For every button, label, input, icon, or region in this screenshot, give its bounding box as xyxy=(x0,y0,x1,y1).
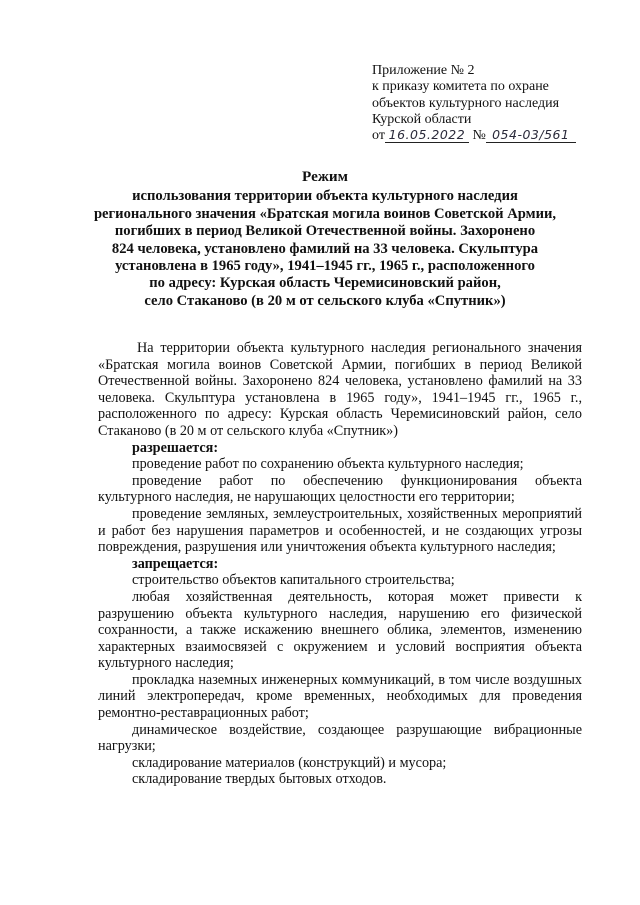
allowed-item: проведение работ по сохранению объекта культурного наследия; xyxy=(132,456,524,473)
forbidden-item: прокладка наземных инженерных коммуникаций, в том числе воздушных линий электропередач, кроме временных, необходимых для проведения ремонтно-реставрационных работ; xyxy=(98,671,582,722)
appendix-title: Приложение № 2 xyxy=(372,63,475,78)
title-heading: Режим xyxy=(302,168,348,185)
forbidden-item: динамическое воздействие, создающее разрушающие вибрационные нагрузки; xyxy=(98,721,582,755)
title-line: регионального значения «Братская могила воинов Советской Армии, xyxy=(93,205,557,222)
appendix-committee: объектов культурного наследия xyxy=(372,95,560,111)
number-prefix: № xyxy=(472,128,486,144)
forbidden-label: запрещается: xyxy=(132,555,219,572)
intro-paragraph: На территории объекта культурного наследия регионального значения «Братская могила воинов Советской Армии, погибших в период Великой Отечественной войны. Захоронено 824 человека, установлено фамилий на 33 человека. Скульптура установлена в 1965 году», 1941–1945 гг., 1965 г., расположенного по адресу: Курская область Черемисиновский район, село Стаканово (в 20 м от сельского клуба «Спутник») xyxy=(98,340,582,439)
title-line: использования территории объекта культурного наследия xyxy=(132,188,518,205)
title-line: установлена в 1965 году», 1941–1945 гг., 1965 г., расположенного xyxy=(115,258,535,275)
order-date-number xyxy=(372,128,622,144)
title-line: по адресу: Курская область Черемисиновский район, xyxy=(149,275,501,292)
appendix-order-ref: к приказу комитета по охране xyxy=(372,79,549,95)
handwritten-date: 16.05.2022 xyxy=(385,128,469,143)
document-title xyxy=(90,168,560,310)
forbidden-item: строительство объектов капитального строительства; xyxy=(132,572,455,589)
title-line: погибших в период Великой Отечественной войны. Захоронено xyxy=(114,223,536,240)
allowed-item: проведение работ по обеспечению функционирования объекта культурного наследия, не нарушающих целостности его территории; xyxy=(98,472,582,506)
handwritten-number: 054-03/561 xyxy=(486,128,576,143)
title-line: 824 человека, установлено фамилий на 33 человека. Скульптура xyxy=(111,240,539,257)
document-body xyxy=(98,340,582,788)
appendix-block xyxy=(372,63,622,144)
forbidden-item: складирование материалов (конструкций) и мусора; xyxy=(132,754,447,771)
allowed-item: проведение земляных, землеустроительных, хозяйственных мероприятий и работ без нарушения параметров и особенностей, и не создающих угрозы повреждения, разрушения или уничтожения объекта культурного наследия; xyxy=(98,505,582,556)
appendix-region: Курской области xyxy=(372,111,472,127)
title-line: село Стаканово (в 20 м от сельского клуба «Спутник») xyxy=(144,292,506,309)
allowed-label: разрешается: xyxy=(132,439,219,456)
forbidden-item: любая хозяйственная деятельность, которая может привести к разрушению объекта культурного наследия, нарушению его физической сохранности, а также искажению внешнего облика, элементов, изменению характерных взаимосвязей с окружением и условий восприятия объекта культурного наследия; xyxy=(98,588,582,672)
forbidden-item: складирование твердых бытовых отходов. xyxy=(132,771,387,788)
date-prefix: от xyxy=(372,128,385,144)
